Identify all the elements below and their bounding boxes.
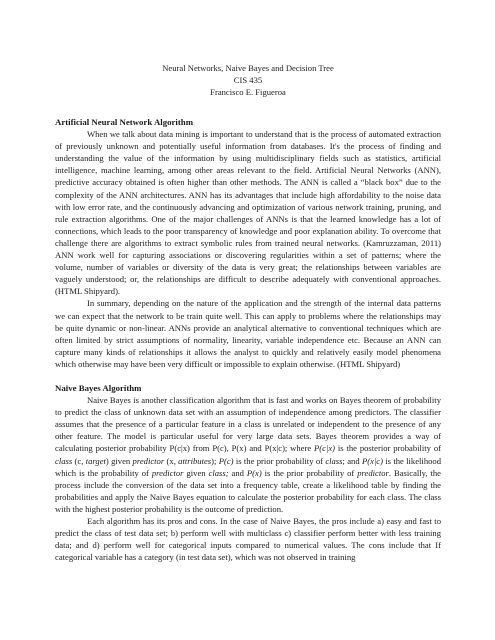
paragraph-nb-2: Each algorithm has its pros and cons. In the case of Naive Bayes, the pros include a) easy and fast to predict the class of test data set; b) perform well with multiclass c) classifier perform better with less training data; and d) perform well for categorical inputs compared to numerical values. The cons include that If categorical variable has a category (in test data set), which was not observed in training — [55, 516, 441, 563]
section-gap — [55, 370, 441, 382]
section-heading-naive-bayes: Naïve Bayes Algorithm — [55, 382, 142, 393]
author-name: Francisco E. Figueroa — [210, 87, 286, 97]
course-code: CIS 435 — [233, 75, 263, 85]
document-title: Neural Networks, Naive Bayes and Decision Tree — [162, 63, 334, 73]
paragraph-nb-1: Naive Bayes is another classification algorithm that is fast and works on Bayes theorem of probability to predict the class of unknown data set with an assumption of independence among predictors. The classifier assumes that the presence of a particular feature in a class is unrelated or independent to the presence of any other feature. The model is particular useful for very large data sets. Bayes theorem provides a way of calculating posterior probability P(c|x) from P(c), P(x) and P(x|c); where P(c|x) is the posterior probability of class (c, target) given predictor (x, attributes); P(c) is the prior probability of class; and P(x|c) is the likelihood which is the probability of predictor given class; and P(x) is the prior probability of predictor. Basically, the process include the conversion of the data set into a frequency table, create a likelihood table by finding the probabilities and apply the Naive Bayes equation to calculate the posterior probability for each class. The class with the highest posterior probability is the outcome of prediction. — [55, 395, 442, 514]
section-heading-ann: Artificial Neural Network Algorithm — [55, 117, 194, 127]
document-header — [55, 62, 441, 98]
paragraph-ann-2: In summary, depending on the nature of the application and the strength of the internal data patterns we can expect that the network to be train quite well. This can apply to problems where the relationships may be quite dynamic or non-linear. ANNs provide an analytical alternative to conventional techniques which are often limited by strict assumptions of normality, linearity, variable independence etc. Because an ANN can capture many kinds of relationships it allows the analyst to quickly and relatively easily model phenomena which otherwise may have been very difficult or impossible to explain otherwise. (HTML Shipyard) — [55, 298, 441, 369]
paragraph-ann-1: When we talk about data mining is important to understand that is the process of automated extraction of previously unknown and potentially useful information from databases. It's the process of finding and understanding the value of the information by using multidisciplinary fields such as statistics, artificial intelligence, machine learning, among other areas relevant to the field. Artificial Neural Networks (ANN), predictive accuracy obtained is often higher than other methods. The ANN is called a “black box” due to the complexity of the ANN architectures. ANN has its advantages that include high affordability to the noise data with low error rate, and the continuously advancing and optimization of various network training, pruning, and rule extraction algorithms. One of the major challenges of ANNs is that the learned knowledge has a lot of connections, which leads to the poor transparency of knowledge and poor explanation ability. To overcome that challenge there are algorithms to extract symbolic rules from trained neural networks. (Kamruzzaman, 2011) ANN work well for capturing associations or discovering regularities within a set of patterns; where the volume, number of variables or diversity of the data is very great; the relationships between variables are vaguely understood; or, the relationships are difficult to describe adequately with conventional approaches. (HTML Shipyard). — [55, 129, 441, 297]
